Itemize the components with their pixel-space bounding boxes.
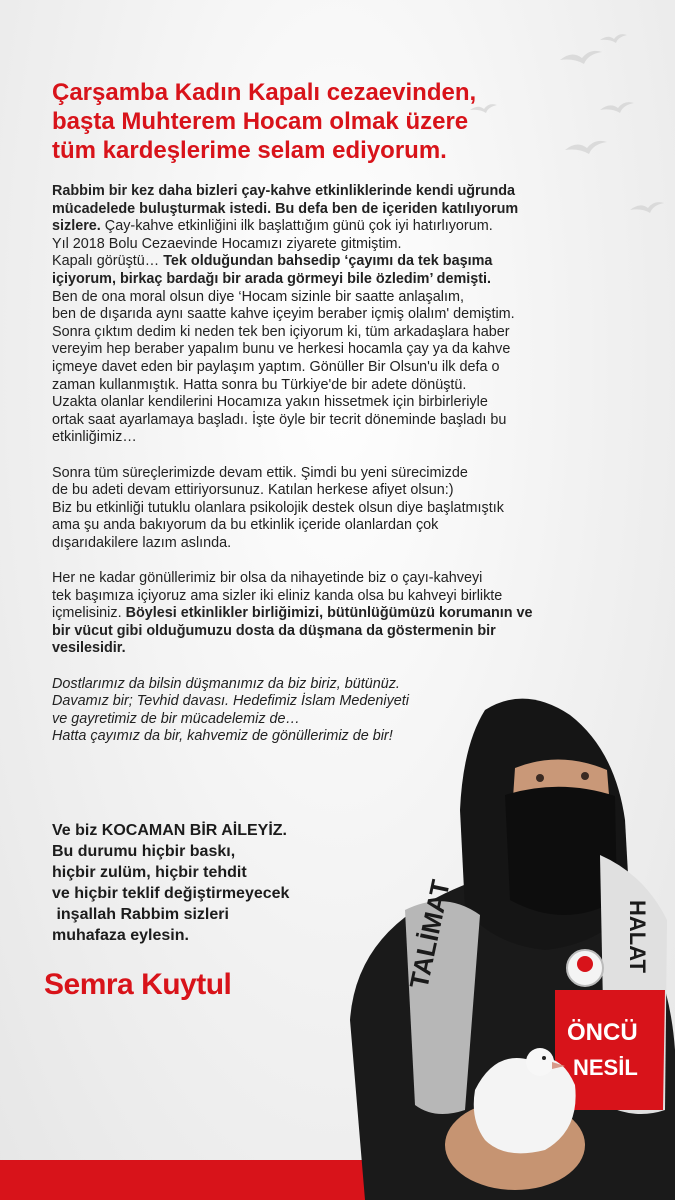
text-regular: içmelisiniz. [52,605,126,622]
text-line [52,218,627,236]
closing-line: inşallah Rabbim sizleri [52,906,229,923]
letter-paragraph-1 [52,183,627,447]
text-bold: sizlere. [52,218,101,235]
text-line: Biz bu etkinliği tutuklu olanlara psikolojik destek olsun diye başlatmıştık [52,499,504,516]
text-line: zaman kullanmıştık. Hatta sonra bu Türkiye'de bir adete dönüştü. [52,376,467,393]
text-line: ortak saat ayarlamaya başladı. İşte öyle bir tecrit döneminde başladı bu [52,411,507,428]
headline-line: tüm kardeşlerime selam ediyorum. [52,137,447,164]
text-regular: Çay-kahve etkinliğini ilk başlattığım günü çok iyi hatırlıyorum. [100,218,493,235]
text-line: içmeye davet eden bir paylaşım yaptım. Gönüller Bir Olsun'u ilk defa o [52,358,500,375]
text-line: Dostlarımız da bilsin düşmanımız da biz biriz, bütünüz. [52,675,400,692]
scarf-text-left: TALİMAT [403,877,456,992]
closing-line: Ve biz KOCAMAN BİR AİLEYİZ. [52,822,287,839]
text-line: vesilesidir. [52,640,126,657]
text-line: ama şu anda bakıyorum da bu etkinlik içeride olanlardan çok [52,517,439,534]
bird-icon [600,34,627,43]
closing-line: muhafaza eylesin. [52,927,189,944]
text-line: Sonra tüm süreçlerimizde devam ettik. Şimdi bu yeni sürecimizde [52,464,468,481]
text-line: ve gayretimiz de bir mücadelemiz de… [52,710,300,727]
text-line: Hatta çayımız da bir, kahvemiz de gönüllerimiz de bir! [52,728,393,745]
closing-statement [52,820,382,946]
closing-line: ve hiçbir teklif değiştirmeyecek [52,885,290,902]
text-line: içiyorum, birkaç bardağı bir arada görmeyi bile özledim’ demişti. [52,270,492,287]
signature-name: Semra Kuytul [44,968,232,1001]
headline [52,78,612,165]
text-line: etkinliğimiz… [52,429,137,446]
text-line: bir vücut gibi olduğumuzu dosta da düşmana da göstermenin bir [52,622,496,639]
text-line [52,605,627,623]
closing-line: Bu durumu hiçbir baskı, [52,843,236,860]
portrait-photo [345,690,675,1200]
bird-icon [630,202,664,213]
text-line [52,253,627,271]
text-line: Sonra çıktım dedim ki neden tek ben içiyorum ki, tüm arkadaşlara haber [52,323,510,340]
text-line: Yıl 2018 Bolu Cezaevinde Hocamızı ziyarete gitmiştim. [52,235,402,252]
text-line: de bu adeti devam ettiriyorsunuz. Katılan herkese afiyet olsun:) [52,482,454,499]
text-line: Rabbim bir kez daha bizleri çay-kahve etkinliklerinde kendi uğrunda [52,183,516,199]
text-bold: Tek olduğundan bahsedip ‘çayımı da tek başıma [163,253,493,270]
letter-paragraph-2 [52,465,627,553]
text-line: tek başımıza içiyoruz ama sizler iki eliniz kanda olsa bu kahveyi birlikte [52,587,503,604]
closing-line: hiçbir zulüm, hiçbir tehdit [52,864,247,881]
bird-icon [560,51,602,64]
text-line: ben de dışarıda aynı saatte kahve içeyim beraber içmiş olalım' demiştim. [52,306,515,323]
text-line: Ben de ona moral olsun diye ‘Hocam sizinle bir saatte anlaşalım, [52,288,464,305]
text-line: vereyim hep beraber yapalım bunu ve herkesi hocamla çay ya da kahve [52,341,511,358]
scarf-text-right: HALAT [625,900,650,973]
scarf-badge-line1: ÖNCÜ [567,1019,638,1046]
text-line: Uzakta olanlar kendilerini Hocamıza yakın hissetmek için birbirleriyle [52,394,488,411]
text-bold: Böylesi etkinlikler birliğimizi, bütünlüğümüzü korumanın ve [125,605,533,622]
text-line: Her ne kadar gönüllerimiz bir olsa da nihayetinde biz o çayı-kahveyi [52,570,483,587]
text-line: Davamız bir; Tevhid davası. Hedefimiz İslam Medeniyeti [52,693,409,710]
text-line: mücadelede buluşturmak istedi. Bu defa ben de içeriden katılıyorum [52,200,519,217]
text-regular: Kapalı görüştü… [52,253,164,270]
headline-line: başta Muhterem Hocam olmak üzere [52,108,469,135]
scarf-badge-line2: NESİL [573,1055,638,1080]
text-line: dışarıdakilere lazım aslında. [52,534,232,551]
letter-paragraph-3 [52,570,627,658]
letter-body [52,183,627,764]
headline-line: Çarşamba Kadın Kapalı cezaevinden, [52,79,477,106]
